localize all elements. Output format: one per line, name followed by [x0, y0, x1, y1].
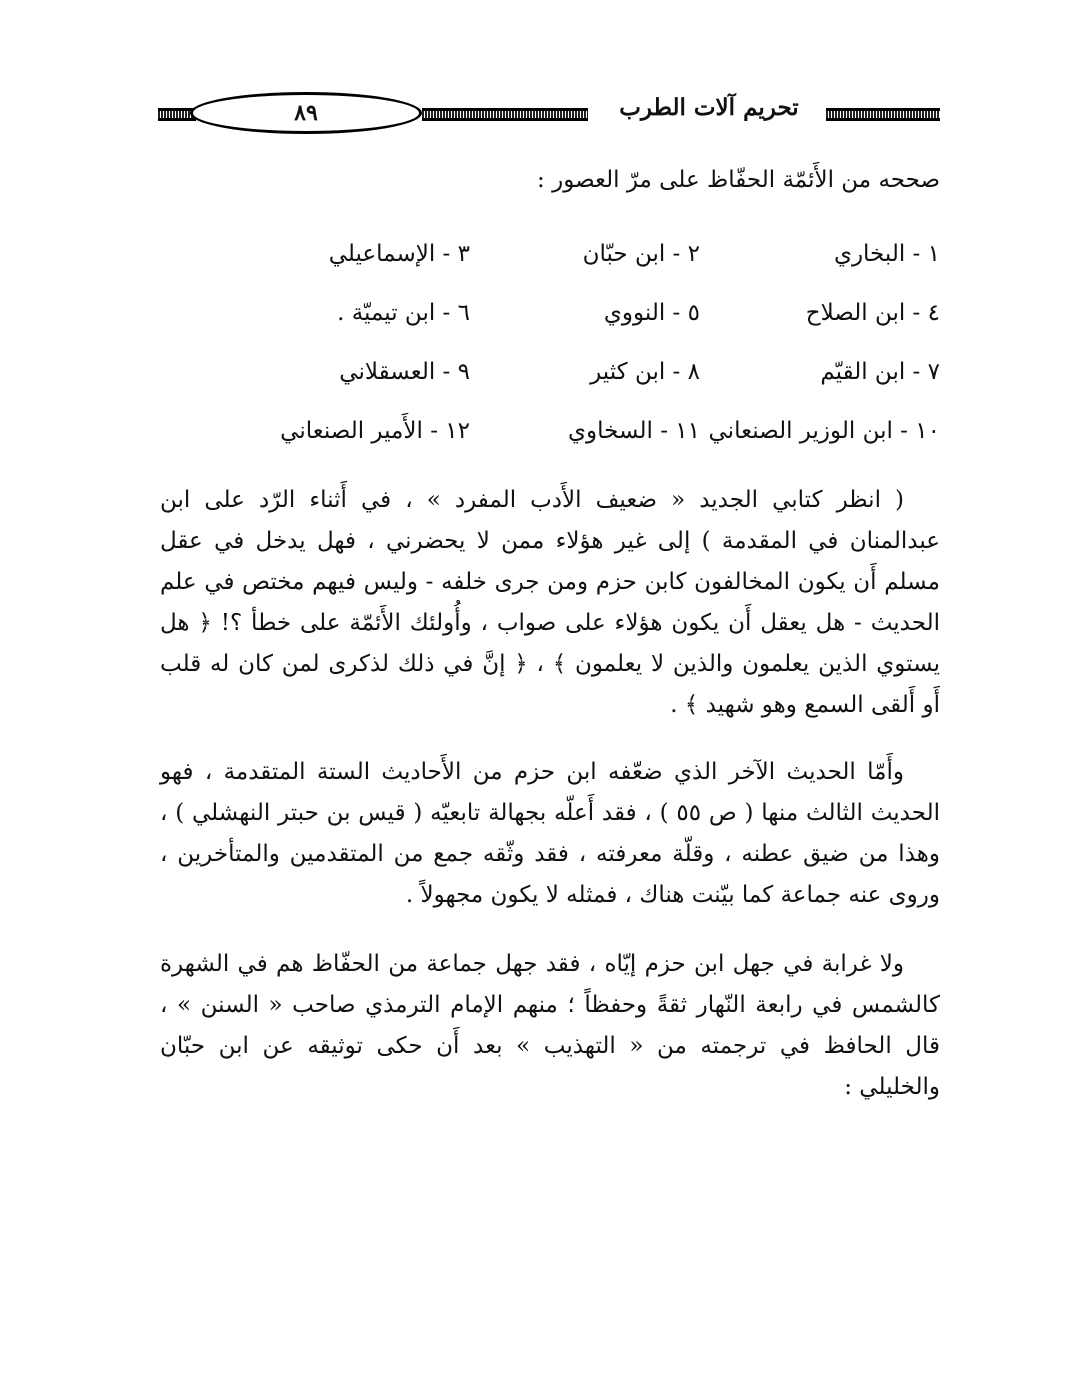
body-paragraph	[160, 752, 940, 916]
scholar-name: ٦ - ابن تيميّة .	[337, 299, 470, 326]
scholar-name: ٣ - الإسماعيلي	[328, 240, 470, 267]
scholar-name: ١٢ - الأَمير الصنعاني	[280, 417, 470, 444]
intro-line: صححه من الأَئمّة الحفّاظ على مرّ العصور :	[537, 167, 940, 193]
scholar-name: ١ - البخاري	[833, 240, 940, 267]
page-header	[158, 86, 940, 140]
header-rule-right	[826, 108, 940, 121]
running-title: تحريم آلات الطرب	[619, 94, 799, 121]
scholar-name: ٤ - ابن الصلاح	[805, 299, 940, 326]
scholar-name: ٩ - العسقلاني	[339, 358, 470, 385]
body-paragraph	[160, 480, 940, 726]
page-number-oval	[190, 92, 422, 134]
scholar-name: ٨ - ابن كثير	[590, 358, 700, 385]
scholars-row	[160, 283, 940, 342]
paragraph-text: وأَمّا الحديث الآخر الذي ضعّفه ابن حزم من الأَحاديث الستة المتقدمة ، فهو الحديث الثالث منها ( ص ٥٥ ) ، فقد أَعلّه بجهالة تابعيّه ( قيس بن حبتر النهشلي ) ، وهذا من ضيق عطنه ، وقلّة معرفته ، فقد وثّقه جمع من المتقدمين والمتأخرين ، وروى عنه جماعة كما بيّنت هناك ، فمثله لا يكون مجهولاً .	[160, 759, 940, 908]
scholars-row	[160, 401, 940, 460]
scholar-name: ٥ - النووي	[603, 299, 700, 326]
page-number: ٨٩	[294, 100, 318, 126]
scholar-name: ٢ - ابن حبّان	[582, 240, 700, 267]
scholar-name: ١١ - السخاوي	[568, 417, 700, 444]
scholar-name: ٧ - ابن القيّم	[820, 358, 940, 385]
scholars-row	[160, 224, 940, 283]
paragraph-text: ( انظر كتابي الجديد « ضعيف الأَدب المفرد » ، في أَثناء الرّد على ابن عبدالمنان في المقدمة ) إلى غير هؤلاء ممن لا يحضرني ، فهل يدخل في عقل مسلم أَن يكون المخالفون كابن حزم ومن جرى خلفه - وليس فيهم مختص في علم الحديث - هل يعقل أَن يكون هؤلاء على صواب ، وأُولئك الأَئمّة على خطأ ؟! ﴿ هل يستوي الذين يعلمون والذين لا يعلمون ﴾ ، ﴿ إنَّ في ذلك لذكرى لمن كان له قلب أَو أَلقى السمع وهو شهيد ﴾ .	[160, 487, 940, 718]
header-rule-middle	[422, 108, 588, 121]
page-body	[160, 160, 940, 1108]
scholar-name: ١٠ - ابن الوزير الصنعاني	[708, 417, 940, 444]
scholars-row	[160, 342, 940, 401]
body-paragraph	[160, 944, 940, 1108]
scholars-list	[160, 224, 940, 460]
paragraph-text: ولا غرابة في جهل ابن حزم إيّاه ، فقد جهل جماعة من الحفّاظ هم في الشهرة كالشمس في رابعة النّهار ثقةً وحفظاً ؛ منهم الإمام الترمذي صاحب « السنن » ، قال الحافظ في ترجمته من « التهذيب » بعد أَن حكى توثيقه عن ابن حبّان والخليلي :	[160, 951, 940, 1100]
